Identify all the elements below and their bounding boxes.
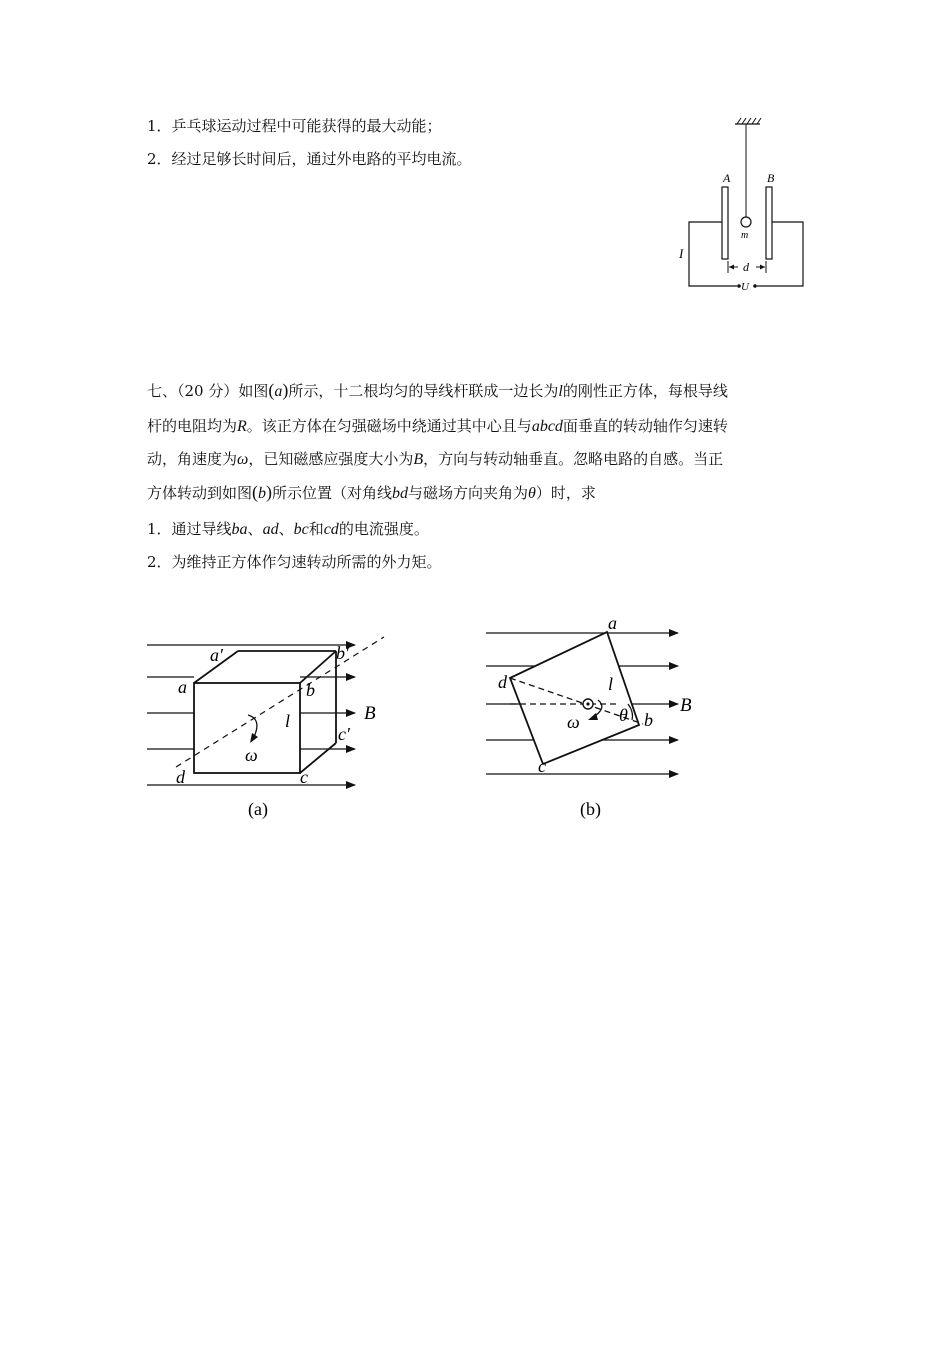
fig-b-label-b: b bbox=[644, 710, 653, 730]
fig-a-label-a: a bbox=[178, 677, 187, 697]
q6-item-2: 2．经过足够长时间后，通过外电路的平均电流。 bbox=[147, 150, 472, 168]
ball-label: m bbox=[741, 230, 749, 241]
gap-arrowhead-right bbox=[760, 265, 765, 270]
fig-a-label-b: b bbox=[306, 680, 315, 700]
q7-line-2: 杆的电阻均为R。该正方体在匀强磁场中绕通过其中心且与abcd面垂直的转动轴作匀速转 bbox=[147, 417, 728, 435]
figure-b bbox=[480, 610, 720, 825]
gap-label: d bbox=[743, 260, 749, 274]
fig-a-label-omega: ω bbox=[245, 745, 258, 765]
axis-dot bbox=[586, 702, 589, 705]
wire-right bbox=[757, 222, 803, 286]
q6-item-1: 1．乒乓球运动过程中可能获得的最大动能； bbox=[147, 117, 442, 135]
fig-a-label-cprime: c′ bbox=[338, 724, 350, 744]
fig-a-label-l: l bbox=[285, 711, 291, 731]
fig-a-label-d: d bbox=[176, 767, 185, 787]
fig-b-label-a: a bbox=[608, 613, 617, 633]
fig-b-caption: (b) bbox=[580, 799, 601, 819]
plate-a-label: A bbox=[723, 171, 731, 185]
q7-sub-2: 2．为维持正方体作匀速转动所需的外力矩。 bbox=[147, 553, 442, 571]
q7-sub-1: 1．通过导线ba、ad、bc和cd的电流强度。 bbox=[147, 520, 429, 538]
q6-figure bbox=[675, 112, 815, 297]
fig-b-label-d: d bbox=[498, 672, 507, 692]
plate-a bbox=[722, 187, 728, 259]
current-label: I bbox=[679, 246, 684, 261]
rotated-square bbox=[510, 632, 639, 764]
fig-a-label-B: B bbox=[364, 703, 376, 724]
gap-arrowhead-left bbox=[729, 265, 734, 270]
fig-b-label-B: B bbox=[680, 695, 692, 716]
wire-left bbox=[689, 222, 737, 286]
fig-b-label-c: c bbox=[538, 756, 546, 776]
plate-b-label: B bbox=[767, 171, 775, 185]
fig-a-caption: (a) bbox=[248, 799, 268, 819]
fig-b-label-l: l bbox=[608, 674, 614, 694]
fig-b-label-omega: ω bbox=[567, 712, 580, 732]
plate-b bbox=[766, 187, 772, 259]
q7-line-3: 动，角速度为ω，已知磁感应强度大小为B，方向与转动轴垂直。忽略电路的自感。当正 bbox=[147, 450, 724, 468]
ball bbox=[741, 217, 751, 227]
figure-a bbox=[140, 615, 400, 825]
voltage-label: U bbox=[741, 281, 749, 293]
terminal-right bbox=[753, 284, 757, 288]
fig-a-label-c: c bbox=[300, 767, 308, 787]
q7-line-4: 方体转动到如图(b)所示位置（对角线bd与磁场方向夹角为θ）时，求 bbox=[147, 482, 596, 502]
fig-a-label-aprime: a′ bbox=[210, 645, 223, 665]
q7-line-1: 七、（20 分）如图(a)所示，十二根均匀的导线杆联成一边长为l的刚性正方体，每根导线 bbox=[147, 380, 728, 400]
fig-b-label-theta: θ bbox=[619, 705, 628, 725]
fig-a-label-bprime: b′ bbox=[336, 643, 349, 663]
